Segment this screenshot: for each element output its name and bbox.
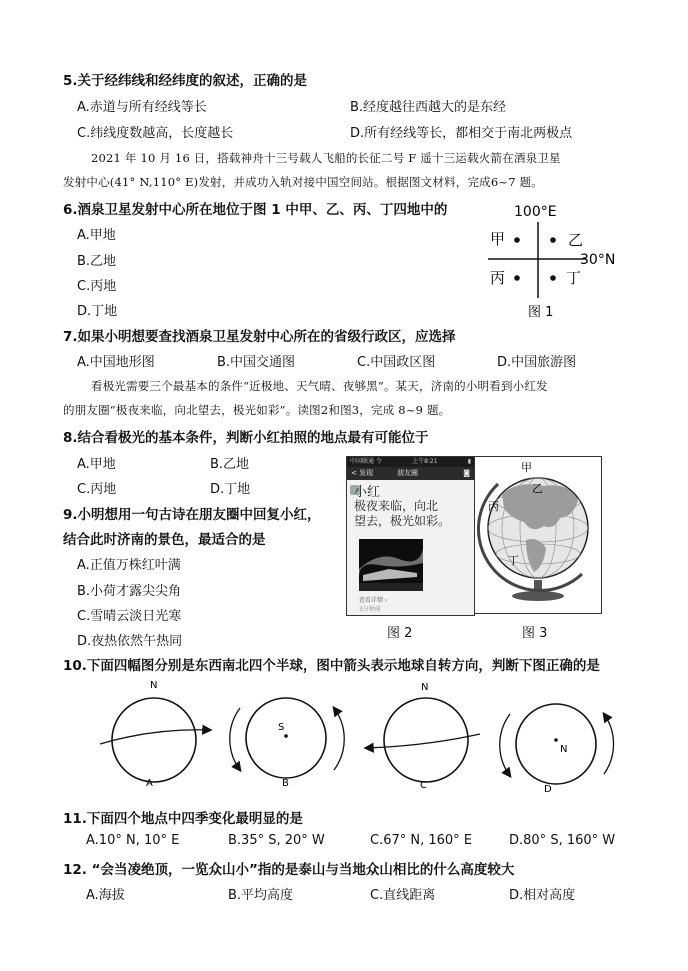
fig2-ground bbox=[359, 583, 423, 591]
question-12-option-a: A.海拔 bbox=[86, 888, 125, 903]
q10-a-rotation-arrow bbox=[100, 730, 210, 744]
fig2-username: 小红 bbox=[354, 485, 381, 500]
passage-1-line-1: 2021 年 10 月 16 日，搭载神舟十三号载人飞船的长征二号 F 遥十三运载火箭在酒泉卫星 bbox=[91, 151, 561, 165]
passage-2-line-1: 看极光需要三个最基本的条件“近极地、天气晴、夜够黑”。某天，济南的小明看到小红发 bbox=[91, 379, 548, 393]
question-12-option-c: C.直线距离 bbox=[370, 888, 436, 903]
question-5-option-b: B.经度越往西越大的是东经 bbox=[350, 100, 507, 115]
question-6-stem: 6.酒泉卫星发射中心所在地位于图 1 中甲、乙、丙、丁四地中的 bbox=[63, 202, 448, 218]
fig1-label-bing: 丙 bbox=[490, 269, 506, 287]
question-12-stem: 12. “会当凌绝顶，一览众山小”指的是泰山与当地众山相比的什么高度较大 bbox=[63, 862, 515, 878]
q10-c-north-label: N bbox=[421, 682, 429, 693]
fig2-status-bar bbox=[347, 457, 474, 467]
fig2-nav-title: 朋友圈 bbox=[397, 469, 418, 477]
fig3-label-yi: 乙 bbox=[532, 482, 543, 495]
fig2-post-line-1: 极夜来临，向北 bbox=[354, 499, 439, 513]
question-9-option-a: A.正值万株红叶满 bbox=[77, 558, 181, 573]
question-8-option-c: C.丙地 bbox=[77, 482, 117, 497]
q10-c-label: C bbox=[420, 780, 427, 791]
question-9-stem-line-1: 9.小明想用一句古诗在朋友圈中回复小红， bbox=[63, 507, 321, 523]
question-9-option-b: B.小荷才露尖尖角 bbox=[77, 584, 182, 599]
question-8-option-a: A.甲地 bbox=[77, 457, 116, 472]
question-9-option-d: D.夜热依然午热同 bbox=[77, 634, 183, 649]
fig2-timestamp: 3分钟前 bbox=[359, 606, 381, 613]
q10-b-south-label: S bbox=[278, 722, 285, 733]
q10-d-north-pole-dot bbox=[554, 738, 558, 742]
question-6-option-c: C.丙地 bbox=[77, 279, 117, 294]
question-6-option-b: B.乙地 bbox=[77, 254, 117, 269]
question-6-option-d: D.丁地 bbox=[77, 304, 118, 319]
fig1-label-ding: 丁 bbox=[566, 269, 582, 287]
fig1-latitude-label: 30°N bbox=[580, 252, 616, 268]
fig2-time: 上午8:21 bbox=[412, 458, 438, 465]
battery-icon: ▮ bbox=[467, 458, 471, 465]
fig1-longitude-label: 100°E bbox=[514, 204, 557, 220]
question-11-option-b: B.35° S, 20° W bbox=[228, 833, 325, 848]
question-5-stem: 5.关于经纬线和经纬度的叙述，正确的是 bbox=[63, 73, 308, 89]
q10-d-circle bbox=[516, 704, 596, 784]
question-5-option-a: A.赤道与所有经线等长 bbox=[77, 100, 207, 115]
question-12-option-b: B.平均高度 bbox=[228, 888, 294, 903]
fig2-carrier: 中国联通 令 bbox=[350, 458, 382, 465]
question-11-option-a: A.10° N, 10° E bbox=[86, 833, 180, 848]
figure-1-grid bbox=[474, 198, 634, 324]
fig1-point-bing bbox=[514, 275, 520, 281]
q10-b-arrow-right bbox=[334, 708, 344, 770]
question-11-option-d: D.80° S, 160° W bbox=[509, 833, 616, 848]
q10-c-rotation-arrow bbox=[366, 734, 480, 748]
fig3-label-jia: 甲 bbox=[521, 461, 532, 474]
question-11-stem: 11.下面四个地点中四季变化最明显的是 bbox=[63, 811, 303, 827]
question-5-option-c: C.纬线度数越高，长度越长 bbox=[77, 126, 234, 141]
figure-2-moments-screenshot bbox=[346, 456, 475, 616]
fig3-label-ding: 丁 bbox=[508, 554, 519, 567]
question-9-option-c: C.雪晴云淡日光寒 bbox=[77, 609, 182, 624]
question-7-stem: 7.如果小明想要查找酒泉卫星发射中心所在的省级行政区，应选择 bbox=[63, 329, 456, 345]
fig1-point-jia bbox=[514, 237, 520, 243]
fig1-label-yi: 乙 bbox=[568, 231, 584, 249]
fig2-back-button: < 发现 bbox=[351, 469, 374, 477]
q10-d-north-label: N bbox=[560, 744, 568, 755]
fig1-point-yi bbox=[550, 237, 556, 243]
q10-a-label: A bbox=[146, 778, 153, 789]
passage-1-line-2: 发射中心(41° N,110° E)发射，并成功入轨对接中国空间站。根据图文材料，完成6~7 题。 bbox=[63, 175, 543, 189]
q10-b-circle bbox=[246, 698, 326, 778]
question-9-stem-line-2: 结合此时济南的景色，最适合的是 bbox=[63, 532, 266, 548]
q10-d-label: D bbox=[544, 784, 552, 795]
question-8-option-b: B.乙地 bbox=[210, 457, 250, 472]
figure-2-caption: 图 2 bbox=[387, 626, 413, 641]
fig2-nav-bar bbox=[347, 467, 474, 480]
q10-b-south-pole-dot bbox=[284, 734, 288, 738]
question-8-stem: 8.结合看极光的基本条件，判断小红拍照的地点最有可能位于 bbox=[63, 430, 429, 446]
fig1-caption: 图 1 bbox=[528, 305, 554, 320]
figure-3-caption: 图 3 bbox=[522, 626, 548, 641]
question-5-option-d: D.所有经线等长，都相交于南北两极点 bbox=[350, 126, 573, 141]
question-7-option-c: C.中国政区图 bbox=[357, 355, 436, 370]
camera-icon: ◙ bbox=[463, 469, 470, 477]
fig2-post-text bbox=[354, 499, 450, 529]
fig1-point-ding bbox=[550, 275, 556, 281]
question-6-option-a: A.甲地 bbox=[77, 228, 116, 243]
q10-a-north-label: N bbox=[150, 680, 158, 691]
fig3-stand-pole bbox=[534, 580, 542, 596]
q10-b-arrow-left bbox=[230, 708, 240, 770]
figure-3-globe bbox=[474, 456, 602, 614]
fig1-label-jia: 甲 bbox=[490, 230, 506, 248]
question-7-option-b: B.中国交通图 bbox=[217, 355, 296, 370]
q10-d-arrow-left bbox=[500, 714, 510, 776]
question-12-option-d: D.相对高度 bbox=[509, 888, 576, 903]
question-7-option-a: A.中国地形图 bbox=[77, 355, 155, 370]
fig3-label-bing: 丙 bbox=[488, 500, 499, 513]
fig2-aurora-photo bbox=[359, 539, 423, 591]
fig2-view-detail: 查看详情 › bbox=[359, 597, 388, 604]
q10-b-label: B bbox=[282, 778, 289, 789]
q10-a-circle bbox=[112, 698, 196, 782]
passage-2-line-2: 的朋友圈“极夜来临，向北望去，极光如彩”。读图2和图3，完成 8~9 题。 bbox=[63, 403, 451, 417]
question-10-hemisphere-figures bbox=[70, 672, 650, 800]
question-10-stem: 10.下面四幅图分别是东西南北四个半球，图中箭头表示地球自转方向，判断下图正确的是 bbox=[63, 658, 600, 674]
q10-d-arrow-right bbox=[604, 714, 614, 774]
question-8-option-d: D.丁地 bbox=[210, 482, 251, 497]
question-7-option-d: D.中国旅游图 bbox=[497, 355, 577, 370]
question-11-option-c: C.67° N, 160° E bbox=[370, 833, 473, 848]
fig2-post-line-2: 望去，极光如彩。 bbox=[354, 514, 451, 528]
q10-c-circle bbox=[384, 698, 468, 782]
